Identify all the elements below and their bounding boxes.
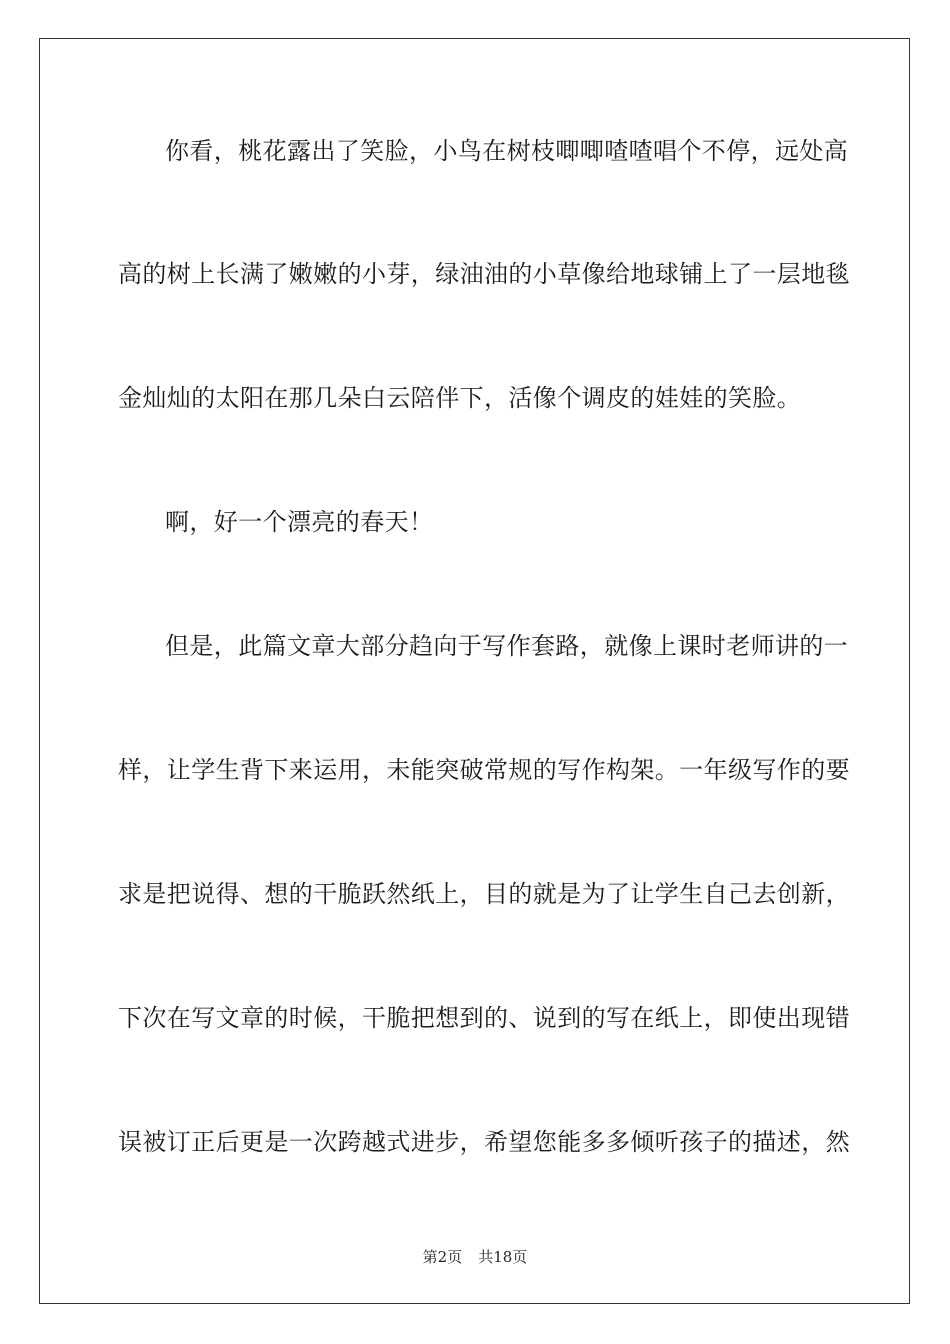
text-line-5: 但是，此篇文章大部分趋向于写作套路，就像上课时老师讲的一 xyxy=(165,632,849,660)
page-total: 共18页 xyxy=(478,1248,528,1266)
text-line-6: 样，让学生背下来运用，未能突破常规的写作构架。一年级写作的要 xyxy=(118,756,850,784)
text-line-2: 高的树上长满了嫩嫩的小芽，绿油油的小草像给地球铺上了一层地毯 xyxy=(118,260,850,288)
text-line-1: 你看，桃花露出了笑脸，小鸟在树枝唧唧喳喳唱个不停，远处高 xyxy=(165,137,849,165)
text-line-3: 金灿灿的太阳在那几朵白云陪伴下，活像个调皮的娃娃的笑脸。 xyxy=(118,384,802,412)
text-line-4: 啊，好一个漂亮的春天！ xyxy=(165,508,434,536)
text-line-9: 误被订正后更是一次跨越式进步，希望您能多多倾听孩子的描述，然 xyxy=(118,1128,850,1156)
page-number: 第2页 xyxy=(422,1248,463,1266)
page-footer xyxy=(0,1246,950,1267)
text-line-8: 下次在写文章的时候，干脆把想到的、说到的写在纸上，即使出现错 xyxy=(118,1004,850,1032)
text-line-7: 求是把说得、想的干脆跃然纸上，目的就是为了让学生自己去创新， xyxy=(118,880,850,908)
page-frame xyxy=(39,38,910,1304)
